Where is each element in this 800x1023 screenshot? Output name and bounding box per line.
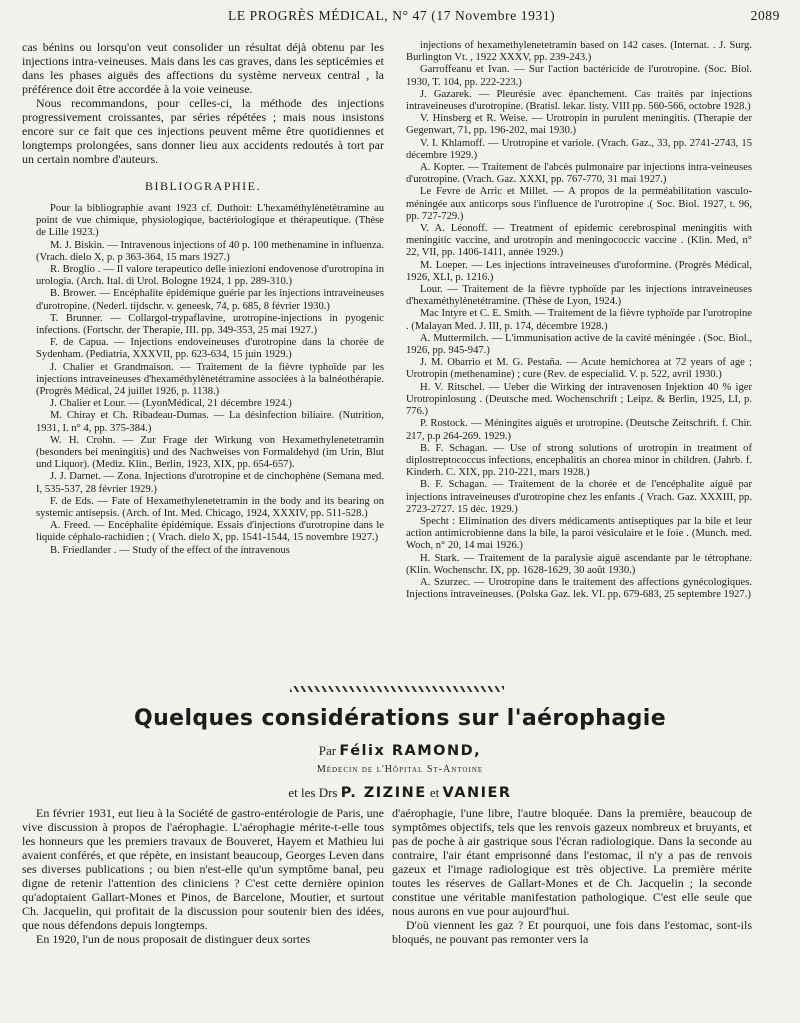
section-separator bbox=[290, 686, 504, 692]
and-word: et bbox=[429, 785, 440, 800]
bibliography-entry: Specht : Elimination des divers médicaments antiseptiques par la bile et leur action antimicrobienne dans la bile, la paroi vésiculaire et le foie . (Munch. med. Woch, n° 20, 14 mai 1926.) bbox=[406, 515, 752, 552]
bibliography-entry: W. H. Crohn. — Zur Frage der Wirkung von Hexamethylenetetramin (besonders bei meningitis) und des Nachweises von Formaldehyd (im Urin, Blut und Liquor). (Mediz. Klin., Berlin, 1923, XIX, pp. 654-657). bbox=[36, 434, 384, 471]
paragraph: d'aérophagie, l'une libre, l'autre bloquée. Dans la première, beaucoup de symptômes objectifs, tels que les renvois gazeux nombreux et bruyants, et pas de poche à air gastrique sous l'écran radiologique. Dans la seconde au contraire, l'air étant emprisonné dans l'estomac, il n'y a pas de renvois gazeux et l'image radiologique est très objective. La première mérite toutes les réserves de Gallart-Mones et de Ch. Jacquelin ; la seconde constitue une véritable manifestation pathologique. C'est elle seule que nous aurons en vue pour aujourd'hui. bbox=[392, 806, 752, 918]
journal-title: LE PROGRÈS MÉDICAL, N° 47 (17 Novembre 1931) bbox=[228, 8, 556, 23]
bibliography-entry: F. de Capua. — Injections endoveineuses d'urotropine dans la chorée de Sydenham. (Pediatria, XXXVII, pp. 623-634, 15 juin 1929.) bbox=[36, 337, 384, 361]
coauthor-name: VANIER bbox=[442, 785, 512, 801]
bibliography-entry: A. Muttermilch. — L'immunisation active de la cavité méningée . (Soc. Biol., 1926, pp. 945-947.) bbox=[406, 332, 752, 357]
bibliography-entry: B. Brower. — Encéphalite épidémique guérie par les injections intraveineuses d'urotropine. (Nederl. tijdschr. v. geneesk, 74, p. 685, 8 février 1930.) bbox=[36, 288, 384, 312]
bibliography-entry: J. Gazarek. — Pleurésie avec épanchement. Cas traités par injections intraveineuses d'urotropine. (Bratisl. lekar. listy. VIII pp. 560-566, octobre 1928.) bbox=[406, 88, 752, 113]
bibliography-entry: B. F. Schagan. — Use of strong solutions of urotropin in treatment of diplostreptococcus infections, encephalitis an chorea minor in children. (Jahrb. f. Kinderh. C. XIX, pp. 210-221, mars 1928.) bbox=[406, 442, 752, 479]
author-affiliation: Médecin de l'Hôpital St-Antoine bbox=[316, 764, 484, 775]
paragraph: En février 1931, eut lieu à la Société de gastro-entérologie de Paris, une vive discussion à propos de l'aérophagie. L'aérophagie mérite-t-elle tous les honneurs que les premiers travaux de Bouveret, Hayem et Mathieu lui avaient conférés, et que répète, en insistant beaucoup, Georges Leven dans ses diverses publications ; ou bien n'est-elle qu'un symptôme banal, peu digne de retenir l'attention des cliniciens ? C'est cette dernière opinion qu'adoptaient Gallart-Mones et Pinos, de Barcelone, Moutier, et surtout Ch. Jacquelin, qui profitait de la discussion pour soutenir bien des idées, que nous défendons depuis longtemps. bbox=[22, 806, 384, 932]
bibliography-entry: Lour. — Traitement de la fièvre typhoïde par les injections intraveineuses d'hexaméthylènetétramine. (Thèse de Lyon, 1924.) bbox=[406, 284, 752, 308]
bibliography-entry: Garroffeanu et Ivan. — Sur l'action bactéricide de l'urotropine. (Soc. Biol. 1930, T. 104, pp. 222-223.) bbox=[406, 64, 752, 88]
bibliography-entry: A. Freed. — Encéphalite épidémique. Essais d'injections d'urotropine dans le liquide céphalo-rachidien ; ( Vrach. dielo X, pp. 1541-1544, 15 novembre 1927.) bbox=[36, 520, 384, 544]
right-column-top bbox=[392, 40, 752, 675]
paragraph: cas bénins ou lorsqu'on veut consolider un résultat déjà obtenu par les injections intra-veineuses. Mais dans les cas graves, dans les septicémies et dans les phases aiguës des affections du système nerveux central , la préférence doit être accordée à la voie veineuse. bbox=[22, 40, 384, 96]
bibliography-entry: A. Kopter. — Traitement de l'abcès pulmonaire par injections intra-veineuses d'urotropine. (Vrach. Gaz. XXXI, pp. 767-770, 31 mai 1927.) bbox=[406, 162, 752, 186]
page-number: 2089 bbox=[750, 8, 780, 23]
article-title: Quelques considérations sur l'aérophagie bbox=[133, 706, 667, 731]
bibliography-entry: H. V. Ritschel. — Ueber die Wirking der intravenosen Injektion 40 % iger Urotropinlosung . (Deutsche med. Wochenschrift ; Leipz. & Berlin, 1925, LI, p. 776.) bbox=[406, 381, 752, 418]
byline-coauthors bbox=[0, 785, 800, 801]
bibliography-entry: B. Friedlander . — Study of the effect of the intravenous bbox=[50, 544, 290, 556]
by-prefix: Par bbox=[318, 743, 337, 758]
left-column-top bbox=[22, 40, 384, 675]
bibliography-entry: H. Stark. — Traitement de la paralysie aiguë ascendante par le tétrophane. (Klin. Wochenschr. IX, pp. 1628-1629, 30 août 1930.) bbox=[406, 552, 752, 576]
author-name: Félix RAMOND, bbox=[339, 743, 482, 759]
paragraph: En 1920, l'un de nous proposait de distinguer deux sortes bbox=[36, 932, 311, 946]
bibliography-entry: J. J. Darnet. — Zona. Injections d'urotropine et de cinchophène (Semana med. I, 535-537, 28 février 1929.) bbox=[36, 471, 384, 495]
and-prefix: et les Drs bbox=[288, 785, 338, 800]
bibliography-entry: Mac Intyre et C. E. Smith. — Traitement de la fièvre typhoïde par l'urotropine . (Malayan Med. J. III, p. 174, décembre 1928.) bbox=[406, 308, 752, 332]
bibliography-entry: V. Hinsberg et R. Weise. — Urotropin in purulent meningitis. (Therapie der Gegenwart, 71, pp. 196-202, mai 1930.) bbox=[406, 113, 752, 137]
bibliography-entry: J. M. Obarrio et M. G. Pestaña. — Acute hemichorea at 72 years of age ; Urotropin (methenamine) ; cure (Rev. de especialid. V. p. 522, avril 1930.) bbox=[406, 357, 752, 381]
bibliography-entry: M. Chiray et Ch. Ribadeau-Dumas. — La désinfection biliaire. (Nutrition, 1931, I. n° 4, pp. 375-384.) bbox=[36, 410, 384, 434]
bibliography-entry: R. Broglio . — Il valore terapeutico delle iniezioni endovenose d'urotropina in urologia. (Arch. Ital. di Urol. Bologne 1924, 1 pp. 289-310.) bbox=[36, 263, 384, 288]
left-column-bottom bbox=[22, 806, 384, 1016]
bibliography-entry: V. A. Léonoff. — Treatment of epidemic cerebrospinal meningitis with meningitic vaccine, and urotropin and meningococcic vaccine . (Klin. Med, n° 22, VII, pp. 1406-1411, année 1929.) bbox=[406, 223, 752, 259]
paragraph: Nous recommandons, pour celles-ci, la méthode des injections progressivement croissantes, par séries répétées ; mais nous insistons encore sur ce fait que ces injections peuvent même être quotidiennes et longtemps prolongées, sans donner lieu aux accidents redoutés à tort par un certain nombre d'auteurs. bbox=[22, 96, 384, 166]
bibliography-entry: J. Chalier et Grandmaison. — Traitement de la fièvre typhoïde par les injections intraveineuses d'hexaméthylènetétramine associées à la balnéothérapie. (Progrès Médical, 24 juillet 1926, p. 1138.) bbox=[36, 361, 384, 397]
bibliography-entry: T. Brunner. — Collargol-trypaflavine, urotropine-injections in pyogenic infections. (Fortschr. der Therapie, III. pp. 349-353, 25 mai 1927.) bbox=[36, 312, 384, 336]
bibliography-entry: Le Fevre de Arric et Millet. — A propos de la perméabilitation vasculo-méningée aux anticorps sous l'influence de l'urotropine .( Soc. Biol. 1927, t. 96, pp. 727-729.) bbox=[406, 186, 752, 222]
bibliography-entry: P. Rostock. — Méningites aiguës et urotropine. (Deutsche Zeitschrift. f. Chir. 217, p.p 264-269. 1929.) bbox=[406, 418, 752, 442]
bibliography-entry: M. J. Biskin. — Intravenous injections of 40 p. 100 methenamine in influenza. (Vrach. dielo X, p. p 363-364, 15 mars 1927.) bbox=[36, 239, 384, 263]
byline-author bbox=[0, 743, 800, 759]
bibliography-entry: B. F. Schagan. — Traitement de la chorée et de l'encéphalite aiguë par injections intraveineuses d'urotropine chez les enfants .( Vrach. Gaz. XXXIII, pp. 2723-2727. 15 déc. 1929.) bbox=[406, 479, 752, 515]
bibliography-entry: Pour la bibliographie avant 1923 cf. Duthoit: L'hexaméthylènetétramine au point de vue chimique, physiologique, bactériologique et thérapeutique. (Thèse de Lille 1923.) bbox=[36, 202, 384, 239]
bibliography-list-left bbox=[22, 203, 384, 557]
bibliography-heading: BIBLIOGRAPHIE. bbox=[145, 179, 261, 193]
bibliography-entry: J. Chalier et Lour. — (LyonMédical, 21 décembre 1924.) bbox=[50, 398, 292, 410]
running-head bbox=[20, 6, 780, 28]
bibliography-entry: V. I. Khlamoff. — Urotropine et variole. (Vrach. Gaz., 33, pp. 2741-2743, 15 décembre 1929.) bbox=[406, 137, 752, 161]
bibliography-list-right bbox=[392, 40, 752, 601]
right-column-bottom bbox=[392, 806, 752, 1016]
bibliography-entry: M. Loeper. — Les injections intraveineuses d'uroformine. (Progrès Médical, 1926, XLI, p. 1216.) bbox=[406, 259, 752, 283]
paragraph: D'où viennent les gaz ? Et pourquoi, une fois dans l'estomac, sont-ils bloqués, ne pouvant pas remonter vers la bbox=[392, 918, 752, 946]
bibliography-entry: A. Szurzec. — Urotropine dans le traitement des affections gynécologiques. Injections intraveineuses. (Polska Gaz. lek. VI. pp. 679-683, 25 septembre 1927.) bbox=[406, 576, 752, 601]
bibliography-entry: F. de Eds. — Fate of Hexamethylenetetramin in the body and its bearing on systemic antisepsis. (Arch. of Int. Med. Chicago, 1924, XXXIV, pp. 511-528.) bbox=[36, 495, 384, 519]
coauthor-name: P. ZIZINE bbox=[340, 785, 427, 801]
bibliography-entry: injections of hexamethylenetetramin based on 142 cases. (Internat. . J. Surg. Burlington Vt. , 1922 XXXV, pp. 239-243.) bbox=[406, 40, 752, 64]
